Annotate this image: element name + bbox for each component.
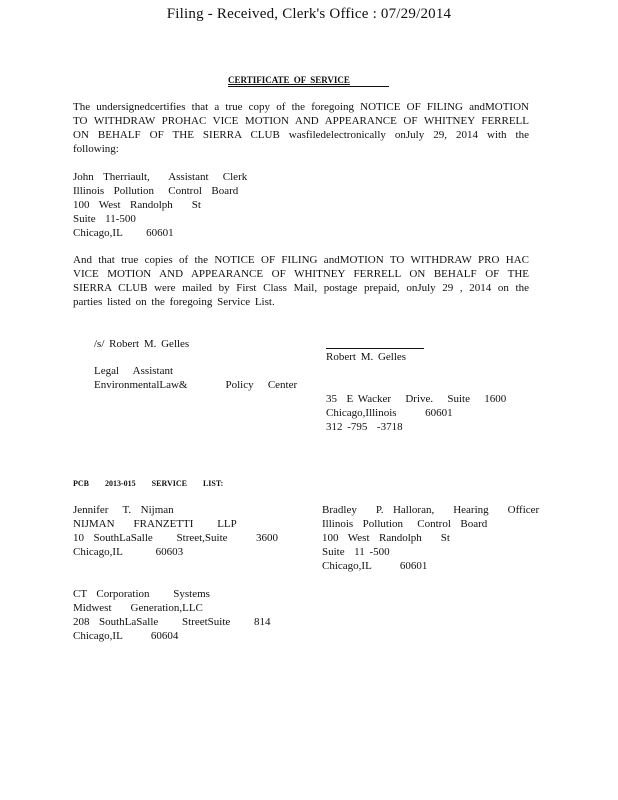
service-party-nijman — [73, 503, 278, 559]
title-line: Legal Assistant — [94, 365, 174, 377]
address-line: Chicago,IL 60603 — [73, 546, 184, 558]
address-line: 100 West Randolph St — [73, 199, 201, 211]
service-list-heading: PCB 2013-015 SERVICE LIST: — [73, 479, 224, 488]
address-line: Jennifer T. Nijman — [73, 504, 174, 516]
address-line: 35 E Wacker Drive. Suite 1600 — [326, 393, 507, 405]
address-line: 100 West Randolph St — [322, 532, 450, 544]
certificate-title: CERTIFICATE OF SERVICE — [228, 75, 350, 85]
address-line: Chicago,IL 60601 — [322, 560, 428, 572]
filing-stamp-header: Filing - Received, Clerk's Office : 07/29/2014 — [166, 6, 452, 22]
address-line: 10 SouthLaSalle Street,Suite 3600 — [73, 532, 279, 544]
signature-line — [326, 348, 424, 349]
signer-address — [326, 392, 506, 434]
certification-paragraph: The undersignedcertifies that a true copy of the foregoing NOTICE OF FILING andMOTION TO WITHDRAW PROHAC VICE MOTION AND APPEARANCE OF WHITNEY FERRELL ON BEHALF OF THE SIERRA CLUB wasfiledelectronically onJuly 29, 2014 with the following: — [73, 101, 529, 155]
address-line: 208 SouthLaSalle StreetSuite 814 — [73, 616, 271, 628]
recipient-address — [73, 170, 247, 240]
signer-name: Robert M. Gelles — [326, 351, 407, 363]
address-line: Chicago,IL 60604 — [73, 630, 179, 642]
address-line: Suite 11-500 — [73, 213, 136, 225]
address-line: CT Corporation Systems — [73, 588, 210, 600]
signature: /s/ Robert M. Gelles — [94, 338, 190, 350]
address-line: Illinois Pollution Control Board — [322, 518, 488, 530]
address-line: Bradley P. Halloran, Hearing Officer — [322, 504, 540, 516]
mailing-paragraph: And that true copies of the NOTICE OF FILING andMOTION TO WITHDRAW PRO HAC VICE MOTION AND APPEARANCE OF WHITNEY FERRELL ON BEHALF OF THE SIERRA CLUB were mailed by First Class Mail, postage prepaid, onJuly 29 , 2014 on the parties listed on the foregoing Service List. — [73, 254, 529, 308]
title-line: EnvironmentalLaw& Policy Center — [94, 379, 298, 391]
address-line: Midwest Generation,LLC — [73, 602, 203, 614]
title-underline — [228, 86, 389, 87]
address-line: John Therriault, Assistant Clerk — [73, 171, 248, 183]
service-party-halloran — [322, 503, 539, 573]
service-party-ct-corporation — [73, 587, 271, 643]
address-line: Illinois Pollution Control Board — [73, 185, 239, 197]
address-line: NIJMAN FRANZETTI LLP — [73, 518, 237, 530]
phone-line: 312 -795 -3718 — [326, 421, 403, 433]
signer-title — [94, 364, 297, 392]
address-line: Chicago,IL 60601 — [73, 227, 174, 239]
address-line: Chicago,Illinois 60601 — [326, 407, 453, 419]
address-line: Suite 11 -500 — [322, 546, 390, 558]
